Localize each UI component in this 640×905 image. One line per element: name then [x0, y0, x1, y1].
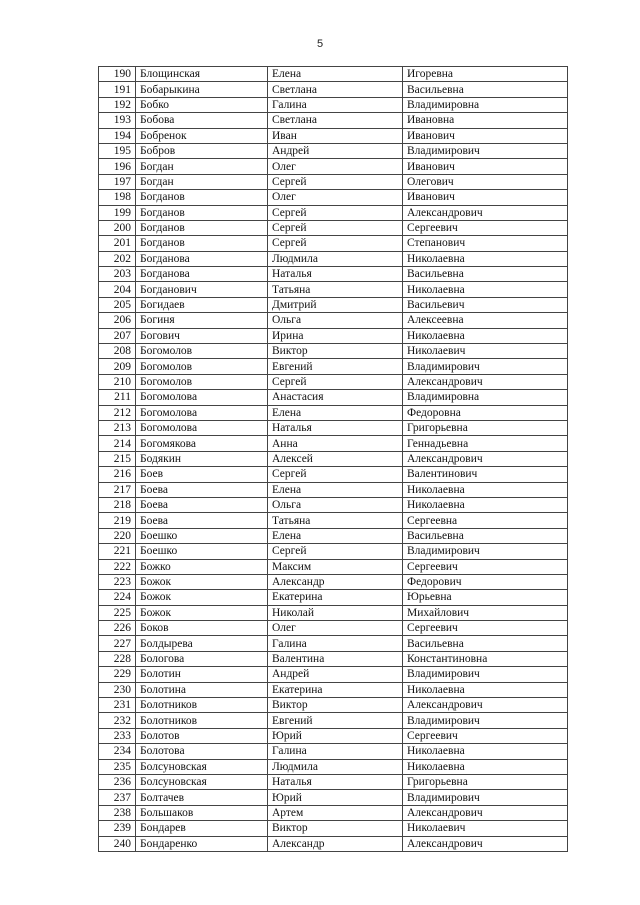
- patronymic-cell: Васильевна: [403, 267, 568, 282]
- first-name-cell: Николай: [268, 605, 403, 620]
- row-number-cell: 219: [99, 513, 136, 528]
- table-row: [99, 497, 568, 512]
- patronymic-cell: Александрович: [403, 698, 568, 713]
- last-name-cell: Богомолов: [136, 344, 268, 359]
- last-name-cell: Богдан: [136, 159, 268, 174]
- first-name-cell: Сергей: [268, 174, 403, 189]
- patronymic-cell: Ивановна: [403, 113, 568, 128]
- last-name-cell: Болотова: [136, 744, 268, 759]
- last-name-cell: Болотов: [136, 728, 268, 743]
- table-row: [99, 67, 568, 82]
- patronymic-cell: Александрович: [403, 205, 568, 220]
- first-name-cell: Юрий: [268, 790, 403, 805]
- row-number-cell: 211: [99, 390, 136, 405]
- table-row: [99, 528, 568, 543]
- first-name-cell: Дмитрий: [268, 297, 403, 312]
- first-name-cell: Сергей: [268, 544, 403, 559]
- table-row: [99, 621, 568, 636]
- row-number-cell: 220: [99, 528, 136, 543]
- table-row: [99, 251, 568, 266]
- row-number-cell: 193: [99, 113, 136, 128]
- table-row: [99, 836, 568, 851]
- table-row: [99, 128, 568, 143]
- last-name-cell: Болотников: [136, 698, 268, 713]
- table-row: [99, 544, 568, 559]
- last-name-cell: Богданов: [136, 205, 268, 220]
- last-name-cell: Боев: [136, 467, 268, 482]
- first-name-cell: Наталья: [268, 774, 403, 789]
- row-number-cell: 228: [99, 651, 136, 666]
- last-name-cell: Болотин: [136, 667, 268, 682]
- row-number-cell: 225: [99, 605, 136, 620]
- first-name-cell: Сергей: [268, 205, 403, 220]
- last-name-cell: Большаков: [136, 805, 268, 820]
- last-name-cell: Боешко: [136, 544, 268, 559]
- row-number-cell: 202: [99, 251, 136, 266]
- last-name-cell: Болсуновская: [136, 759, 268, 774]
- first-name-cell: Сергей: [268, 220, 403, 235]
- first-name-cell: Александр: [268, 574, 403, 589]
- last-name-cell: Бобарыкина: [136, 82, 268, 97]
- patronymic-cell: Владимирович: [403, 143, 568, 158]
- row-number-cell: 234: [99, 744, 136, 759]
- patronymic-cell: Владимирович: [403, 544, 568, 559]
- last-name-cell: Бобров: [136, 143, 268, 158]
- first-name-cell: Анастасия: [268, 390, 403, 405]
- table-row: [99, 744, 568, 759]
- last-name-cell: Болотников: [136, 713, 268, 728]
- first-name-cell: Евгений: [268, 359, 403, 374]
- patronymic-cell: Александрович: [403, 451, 568, 466]
- names-table: [98, 66, 568, 852]
- names-table-body: [99, 67, 568, 852]
- first-name-cell: Наталья: [268, 420, 403, 435]
- first-name-cell: Елена: [268, 482, 403, 497]
- first-name-cell: Елена: [268, 67, 403, 82]
- row-number-cell: 224: [99, 590, 136, 605]
- patronymic-cell: Васильевна: [403, 636, 568, 651]
- last-name-cell: Боева: [136, 482, 268, 497]
- first-name-cell: Олег: [268, 621, 403, 636]
- table-row: [99, 805, 568, 820]
- table-row: [99, 821, 568, 836]
- row-number-cell: 237: [99, 790, 136, 805]
- patronymic-cell: Николаевна: [403, 682, 568, 697]
- last-name-cell: Бондаренко: [136, 836, 268, 851]
- last-name-cell: Боева: [136, 513, 268, 528]
- table-row: [99, 143, 568, 158]
- first-name-cell: Ольга: [268, 497, 403, 512]
- row-number-cell: 198: [99, 190, 136, 205]
- table-row: [99, 328, 568, 343]
- table-row: [99, 390, 568, 405]
- row-number-cell: 204: [99, 282, 136, 297]
- last-name-cell: Богомолова: [136, 420, 268, 435]
- patronymic-cell: Алексеевна: [403, 313, 568, 328]
- first-name-cell: Сергей: [268, 374, 403, 389]
- first-name-cell: Татьяна: [268, 282, 403, 297]
- table-row: [99, 113, 568, 128]
- last-name-cell: Богданов: [136, 220, 268, 235]
- last-name-cell: Богомолов: [136, 374, 268, 389]
- first-name-cell: Виктор: [268, 821, 403, 836]
- table-row: [99, 159, 568, 174]
- first-name-cell: Светлана: [268, 82, 403, 97]
- row-number-cell: 230: [99, 682, 136, 697]
- table-row: [99, 651, 568, 666]
- last-name-cell: Боков: [136, 621, 268, 636]
- row-number-cell: 192: [99, 97, 136, 112]
- patronymic-cell: Игоревна: [403, 67, 568, 82]
- last-name-cell: Богдан: [136, 174, 268, 189]
- row-number-cell: 238: [99, 805, 136, 820]
- patronymic-cell: Григорьевна: [403, 420, 568, 435]
- table-row: [99, 374, 568, 389]
- row-number-cell: 210: [99, 374, 136, 389]
- table-row: [99, 205, 568, 220]
- first-name-cell: Виктор: [268, 344, 403, 359]
- last-name-cell: Болсуновская: [136, 774, 268, 789]
- last-name-cell: Богданов: [136, 190, 268, 205]
- first-name-cell: Екатерина: [268, 590, 403, 605]
- patronymic-cell: Иванович: [403, 128, 568, 143]
- row-number-cell: 208: [99, 344, 136, 359]
- table-row: [99, 297, 568, 312]
- patronymic-cell: Николаевич: [403, 344, 568, 359]
- patronymic-cell: Васильевна: [403, 82, 568, 97]
- first-name-cell: Галина: [268, 97, 403, 112]
- table-row: [99, 513, 568, 528]
- table-row: [99, 190, 568, 205]
- first-name-cell: Максим: [268, 559, 403, 574]
- patronymic-cell: Васильевна: [403, 528, 568, 543]
- last-name-cell: Богиня: [136, 313, 268, 328]
- row-number-cell: 226: [99, 621, 136, 636]
- last-name-cell: Бобренок: [136, 128, 268, 143]
- table-row: [99, 482, 568, 497]
- table-row: [99, 713, 568, 728]
- last-name-cell: Бобова: [136, 113, 268, 128]
- patronymic-cell: Владимировна: [403, 390, 568, 405]
- patronymic-cell: Николаевна: [403, 282, 568, 297]
- table-row: [99, 420, 568, 435]
- patronymic-cell: Васильевич: [403, 297, 568, 312]
- last-name-cell: Богданова: [136, 267, 268, 282]
- last-name-cell: Богданов: [136, 236, 268, 251]
- patronymic-cell: Александрович: [403, 805, 568, 820]
- patronymic-cell: Николаевна: [403, 759, 568, 774]
- table-row: [99, 759, 568, 774]
- first-name-cell: Татьяна: [268, 513, 403, 528]
- last-name-cell: Богидаев: [136, 297, 268, 312]
- last-name-cell: Богданова: [136, 251, 268, 266]
- first-name-cell: Ирина: [268, 328, 403, 343]
- first-name-cell: Светлана: [268, 113, 403, 128]
- first-name-cell: Андрей: [268, 667, 403, 682]
- row-number-cell: 223: [99, 574, 136, 589]
- patronymic-cell: Сергеевич: [403, 220, 568, 235]
- patronymic-cell: Николаевна: [403, 482, 568, 497]
- first-name-cell: Андрей: [268, 143, 403, 158]
- row-number-cell: 191: [99, 82, 136, 97]
- row-number-cell: 215: [99, 451, 136, 466]
- row-number-cell: 239: [99, 821, 136, 836]
- page-number: 5: [316, 38, 324, 50]
- patronymic-cell: Федоровна: [403, 405, 568, 420]
- patronymic-cell: Валентинович: [403, 467, 568, 482]
- first-name-cell: Виктор: [268, 698, 403, 713]
- first-name-cell: Александр: [268, 836, 403, 851]
- patronymic-cell: Иванович: [403, 159, 568, 174]
- row-number-cell: 207: [99, 328, 136, 343]
- first-name-cell: Артем: [268, 805, 403, 820]
- first-name-cell: Людмила: [268, 251, 403, 266]
- last-name-cell: Болдырева: [136, 636, 268, 651]
- row-number-cell: 194: [99, 128, 136, 143]
- first-name-cell: Людмила: [268, 759, 403, 774]
- patronymic-cell: Михайлович: [403, 605, 568, 620]
- last-name-cell: Богомякова: [136, 436, 268, 451]
- table-row: [99, 790, 568, 805]
- last-name-cell: Бобко: [136, 97, 268, 112]
- last-name-cell: Боева: [136, 497, 268, 512]
- first-name-cell: Олег: [268, 159, 403, 174]
- patronymic-cell: Сергеевич: [403, 728, 568, 743]
- table-row: [99, 97, 568, 112]
- row-number-cell: 214: [99, 436, 136, 451]
- patronymic-cell: Григорьевна: [403, 774, 568, 789]
- table-row: [99, 574, 568, 589]
- last-name-cell: Блощинская: [136, 67, 268, 82]
- row-number-cell: 203: [99, 267, 136, 282]
- patronymic-cell: Николаевна: [403, 251, 568, 266]
- last-name-cell: Богомолова: [136, 405, 268, 420]
- row-number-cell: 199: [99, 205, 136, 220]
- row-number-cell: 218: [99, 497, 136, 512]
- row-number-cell: 190: [99, 67, 136, 82]
- row-number-cell: 216: [99, 467, 136, 482]
- row-number-cell: 196: [99, 159, 136, 174]
- table-row: [99, 559, 568, 574]
- row-number-cell: 206: [99, 313, 136, 328]
- last-name-cell: Боешко: [136, 528, 268, 543]
- first-name-cell: Екатерина: [268, 682, 403, 697]
- table-row: [99, 313, 568, 328]
- patronymic-cell: Константиновна: [403, 651, 568, 666]
- patronymic-cell: Сергеевна: [403, 513, 568, 528]
- patronymic-cell: Владимирович: [403, 790, 568, 805]
- patronymic-cell: Николаевна: [403, 328, 568, 343]
- patronymic-cell: Сергеевич: [403, 559, 568, 574]
- table-row: [99, 698, 568, 713]
- table-row: [99, 728, 568, 743]
- table-row: [99, 451, 568, 466]
- last-name-cell: Божок: [136, 605, 268, 620]
- row-number-cell: 232: [99, 713, 136, 728]
- table-row: [99, 405, 568, 420]
- last-name-cell: Богомолова: [136, 390, 268, 405]
- first-name-cell: Елена: [268, 528, 403, 543]
- last-name-cell: Бондарев: [136, 821, 268, 836]
- table-row: [99, 344, 568, 359]
- table-row: [99, 82, 568, 97]
- row-number-cell: 227: [99, 636, 136, 651]
- table-row: [99, 682, 568, 697]
- last-name-cell: Божок: [136, 574, 268, 589]
- table-row: [99, 605, 568, 620]
- first-name-cell: Сергей: [268, 467, 403, 482]
- row-number-cell: 201: [99, 236, 136, 251]
- first-name-cell: Олег: [268, 190, 403, 205]
- row-number-cell: 222: [99, 559, 136, 574]
- row-number-cell: 233: [99, 728, 136, 743]
- patronymic-cell: Федорович: [403, 574, 568, 589]
- table-row: [99, 774, 568, 789]
- patronymic-cell: Александрович: [403, 836, 568, 851]
- row-number-cell: 195: [99, 143, 136, 158]
- patronymic-cell: Владимирович: [403, 713, 568, 728]
- table-row: [99, 174, 568, 189]
- last-name-cell: Божко: [136, 559, 268, 574]
- patronymic-cell: Владимирович: [403, 667, 568, 682]
- first-name-cell: Иван: [268, 128, 403, 143]
- row-number-cell: 200: [99, 220, 136, 235]
- row-number-cell: 231: [99, 698, 136, 713]
- first-name-cell: Галина: [268, 744, 403, 759]
- row-number-cell: 221: [99, 544, 136, 559]
- last-name-cell: Болтачев: [136, 790, 268, 805]
- patronymic-cell: Владимировна: [403, 97, 568, 112]
- table-row: [99, 236, 568, 251]
- first-name-cell: Анна: [268, 436, 403, 451]
- last-name-cell: Бодякин: [136, 451, 268, 466]
- row-number-cell: 212: [99, 405, 136, 420]
- table-row: [99, 359, 568, 374]
- table-row: [99, 590, 568, 605]
- patronymic-cell: Юрьевна: [403, 590, 568, 605]
- last-name-cell: Бологова: [136, 651, 268, 666]
- patronymic-cell: Николаевна: [403, 744, 568, 759]
- first-name-cell: Юрий: [268, 728, 403, 743]
- table-row: [99, 436, 568, 451]
- row-number-cell: 213: [99, 420, 136, 435]
- first-name-cell: Галина: [268, 636, 403, 651]
- patronymic-cell: Владимирович: [403, 359, 568, 374]
- row-number-cell: 205: [99, 297, 136, 312]
- row-number-cell: 240: [99, 836, 136, 851]
- first-name-cell: Елена: [268, 405, 403, 420]
- patronymic-cell: Олегович: [403, 174, 568, 189]
- patronymic-cell: Иванович: [403, 190, 568, 205]
- patronymic-cell: Николаевна: [403, 497, 568, 512]
- table-row: [99, 220, 568, 235]
- last-name-cell: Богданович: [136, 282, 268, 297]
- first-name-cell: Евгений: [268, 713, 403, 728]
- patronymic-cell: Геннадьевна: [403, 436, 568, 451]
- first-name-cell: Ольга: [268, 313, 403, 328]
- last-name-cell: Богович: [136, 328, 268, 343]
- first-name-cell: Сергей: [268, 236, 403, 251]
- first-name-cell: Алексей: [268, 451, 403, 466]
- last-name-cell: Богомолов: [136, 359, 268, 374]
- row-number-cell: 209: [99, 359, 136, 374]
- row-number-cell: 236: [99, 774, 136, 789]
- table-row: [99, 667, 568, 682]
- last-name-cell: Божок: [136, 590, 268, 605]
- table-row: [99, 282, 568, 297]
- patronymic-cell: Александрович: [403, 374, 568, 389]
- patronymic-cell: Николаевич: [403, 821, 568, 836]
- row-number-cell: 229: [99, 667, 136, 682]
- first-name-cell: Наталья: [268, 267, 403, 282]
- row-number-cell: 217: [99, 482, 136, 497]
- last-name-cell: Болотина: [136, 682, 268, 697]
- row-number-cell: 235: [99, 759, 136, 774]
- row-number-cell: 197: [99, 174, 136, 189]
- table-row: [99, 267, 568, 282]
- patronymic-cell: Сергеевич: [403, 621, 568, 636]
- table-row: [99, 636, 568, 651]
- table-row: [99, 467, 568, 482]
- patronymic-cell: Степанович: [403, 236, 568, 251]
- first-name-cell: Валентина: [268, 651, 403, 666]
